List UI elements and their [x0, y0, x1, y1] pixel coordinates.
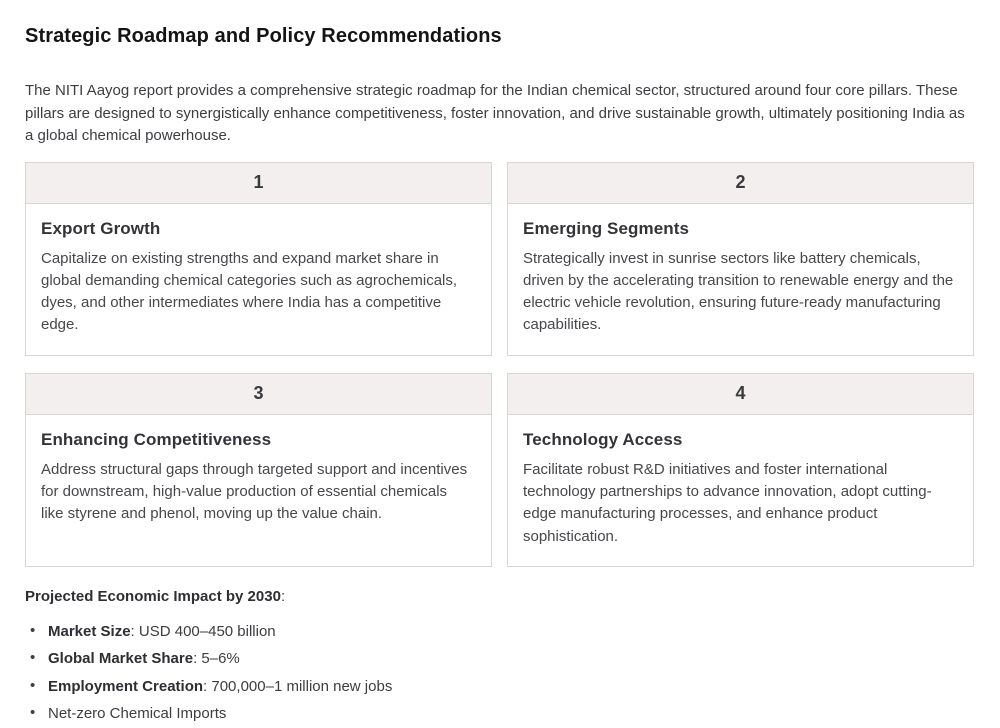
pillar-title-4: Technology Access [523, 429, 683, 449]
pillar-number-1: 1 [26, 163, 491, 204]
impact-item-label: Global Market Share [48, 650, 194, 668]
pillar-body-2 [508, 204, 973, 355]
impact-item-employment-creation [25, 677, 974, 696]
impact-item-label: Market Size [48, 622, 131, 640]
pillar-card-1 [25, 162, 492, 356]
impact-item-value: 700,000–1 million new jobs [211, 677, 393, 695]
impact-item-global-market-share [25, 649, 974, 668]
impact-item-value: 5–6% [201, 650, 240, 668]
pillar-title-2: Emerging Segments [523, 218, 690, 238]
pillar-body-3 [26, 415, 491, 544]
pillar-card-2 [507, 162, 974, 356]
impact-item-separator: : [130, 622, 139, 640]
pillar-description-3: Address structural gaps through targeted support and incentives for downstream, high-value production of essential chemicals like styrene and phenol, moving up the value chain. [41, 460, 468, 523]
pillar-description-1: Capitalize on existing strengths and expand market share in global demanding chemical categories such as agrochemicals, dyes, and other intermediates where India has a competitive edge. [41, 249, 458, 334]
impact-list [25, 622, 974, 724]
pillar-body-1 [26, 204, 491, 355]
impact-heading [25, 588, 974, 605]
impact-item-separator: : [193, 650, 202, 668]
impact-item-market-size [25, 622, 974, 641]
impact-heading-label: Projected Economic Impact by 2030 [25, 587, 281, 605]
impact-item-net-zero-imports [25, 704, 974, 723]
impact-item-label: Employment Creation [48, 677, 204, 695]
impact-item-value: Net-zero Chemical Imports [48, 705, 227, 723]
impact-item-separator: : [203, 677, 212, 695]
pillar-number-3: 3 [26, 374, 491, 415]
pillar-card-4 [507, 373, 974, 567]
pillar-body-4 [508, 415, 973, 566]
pillar-card-3 [25, 373, 492, 567]
intro-paragraph: The NITI Aayog report provides a comprehensive strategic roadmap for the Indian chemical sector, structured around four core pillars. These pillars are designed to synergistically enhance competitiveness, foster innovation, and drive sustainable growth, ultimately positioning India as a global chemical powerhouse. [25, 82, 965, 144]
impact-heading-colon: : [280, 587, 286, 605]
impact-section [25, 588, 974, 724]
pillar-number-2: 2 [508, 163, 973, 204]
pillar-grid [25, 162, 974, 567]
page-title: Strategic Roadmap and Policy Recommendations [25, 25, 502, 47]
pillar-number-4: 4 [508, 374, 973, 415]
pillar-description-4: Facilitate robust R&D initiatives and foster international technology partnerships to advance innovation, adopt cutting-edge manufacturing processes, and enhance product sophistication. [523, 460, 932, 545]
pillar-title-3: Enhancing Competitiveness [41, 429, 272, 449]
pillar-title-1: Export Growth [41, 218, 161, 238]
pillar-description-2: Strategically invest in sunrise sectors like battery chemicals, driven by the accelerating transition to renewable energy and the electric vehicle revolution, ensuring future-ready manufacturing capabilities. [523, 249, 954, 334]
impact-item-value: USD 400–450 billion [138, 622, 276, 640]
